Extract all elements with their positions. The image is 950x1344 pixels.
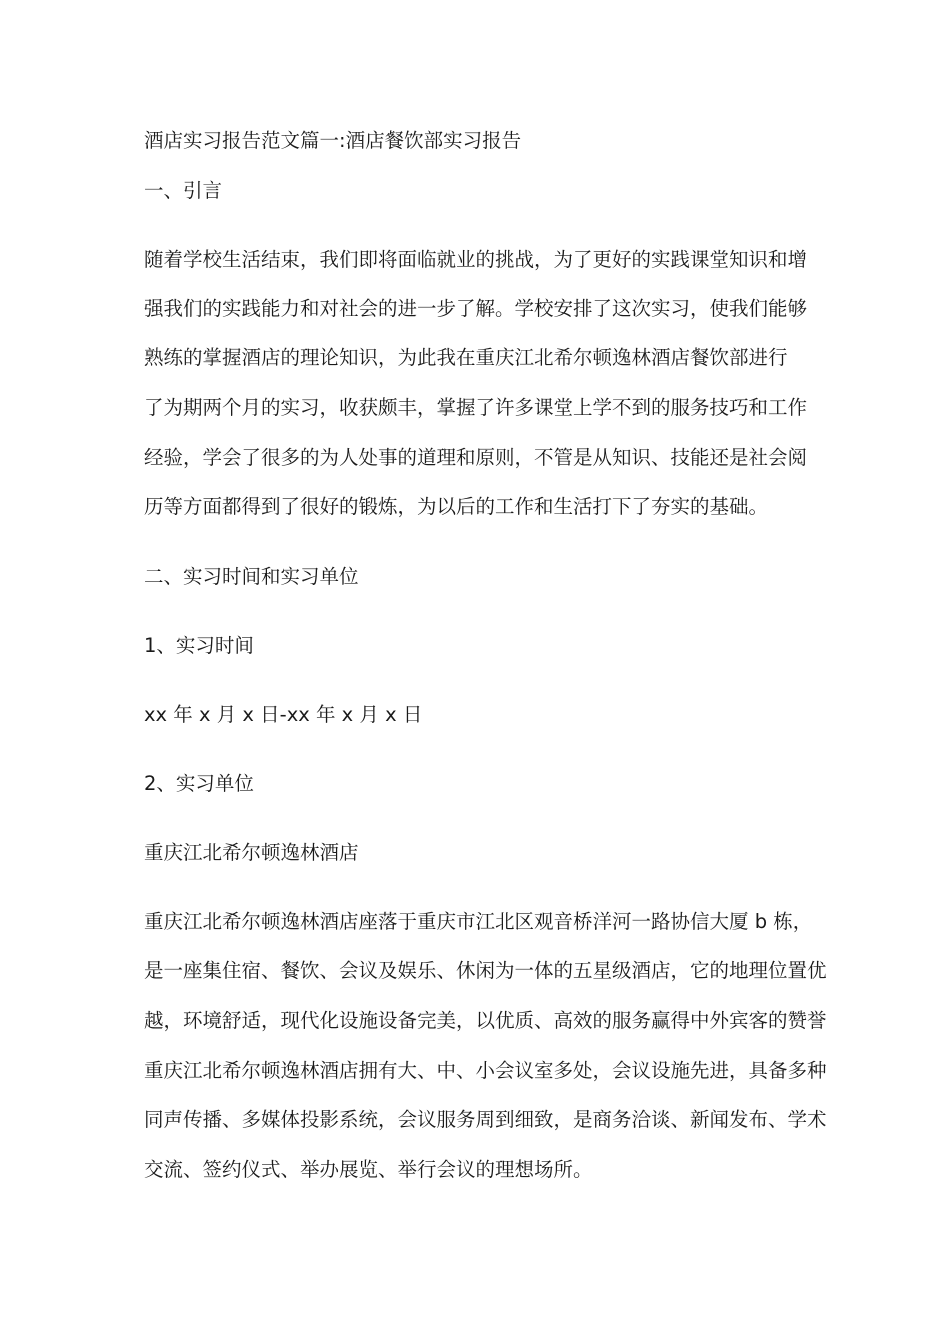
paragraph-line: 了为期两个月的实习，收获颇丰，掌握了许多课堂上学不到的服务技巧和工作 — [144, 396, 808, 419]
paragraph-line: 熟练的掌握酒店的理论知识，为此我在重庆江北希尔顿逸林酒店餐饮部进行 — [144, 346, 788, 369]
internship-unit-name: 重庆江北希尔顿逸林酒店 — [144, 841, 359, 864]
document-title: 酒店实习报告范文篇一:酒店餐饮部实习报告 — [144, 129, 522, 152]
paragraph-line: 重庆江北希尔顿逸林酒店拥有大、中、小会议室多处，会议设施先进，具备多种 — [144, 1059, 827, 1082]
paragraph-line: 是一座集住宿、餐饮、会议及娱乐、休闲为一体的五星级酒店，它的地理位置优 — [144, 959, 827, 982]
internship-time-value: xx 年 x 月 x 日-xx 年 x 月 x 日 — [144, 703, 423, 726]
paragraph-line: 经验，学会了很多的为人处事的道理和原则，不管是从知识、技能还是社会阅 — [144, 446, 808, 469]
paragraph-line: 强我们的实践能力和对社会的进一步了解。学校安排了这次实习，使我们能够 — [144, 297, 808, 320]
subheading-internship-unit: 2、实习单位 — [144, 772, 254, 795]
paragraph-line: 历等方面都得到了很好的锻炼，为以后的工作和生活打下了夯实的基础。 — [144, 495, 769, 518]
paragraph-line: 同声传播、多媒体投影系统，会议服务周到细致，是商务洽谈、新闻发布、学术 — [144, 1108, 827, 1131]
paragraph-line: 交流、签约仪式、举办展览、举行会议的理想场所。 — [144, 1158, 593, 1181]
section-heading-introduction: 一、引言 — [144, 179, 223, 202]
paragraph-line: 越，环境舒适，现代化设施设备完美，以优质、高效的服务赢得中外宾客的赞誉 — [144, 1009, 827, 1032]
paragraph-line: 随着学校生活结束，我们即将面临就业的挑战，为了更好的实践课堂知识和增 — [144, 248, 808, 271]
subheading-internship-time: 1、实习时间 — [144, 634, 254, 657]
section-heading-time-and-unit: 二、实习时间和实习单位 — [144, 565, 359, 588]
paragraph-line: 重庆江北希尔顿逸林酒店座落于重庆市江北区观音桥洋河一路协信大厦 b 栋， — [144, 910, 813, 933]
